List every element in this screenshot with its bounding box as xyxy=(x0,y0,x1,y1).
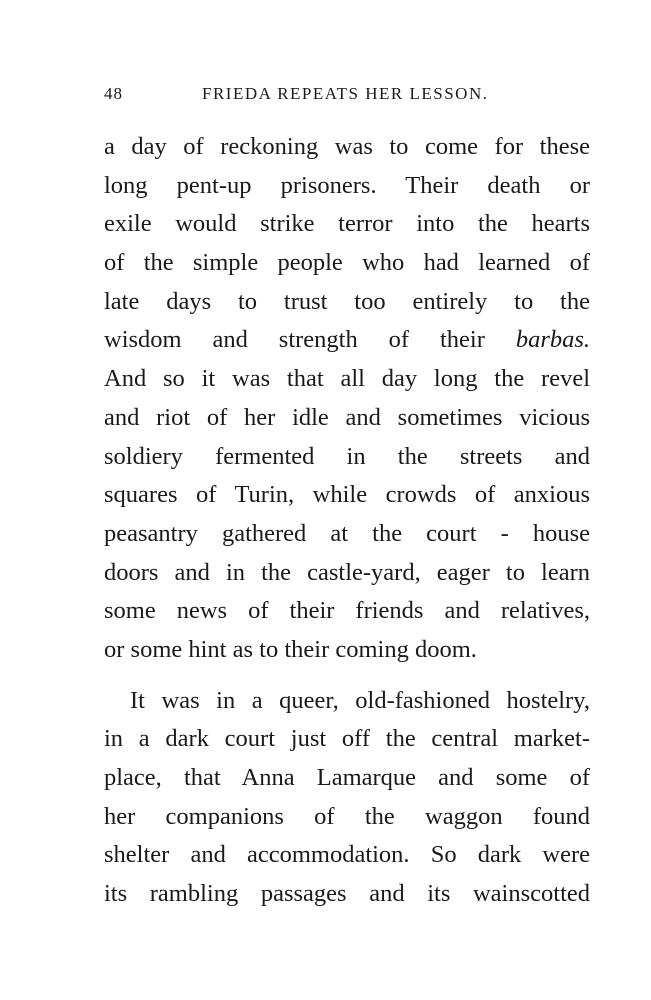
paragraph-gap xyxy=(104,670,590,682)
body-text xyxy=(104,128,590,914)
chapter-title: FRIEDA REPEATS HER LESSON. xyxy=(202,84,489,103)
text-line: doors and in the castle-yard, eager to learn xyxy=(104,558,590,586)
running-head xyxy=(104,84,588,108)
text-line: some news of their friends and relatives, xyxy=(104,597,590,625)
text-line-prefix: wisdom and strength of their xyxy=(104,326,485,354)
text-line-with-italic xyxy=(104,321,590,360)
text-line: a day of reckoning was to come for these xyxy=(104,133,590,160)
text-line: shelter and accommodation. So dark were xyxy=(104,841,590,869)
text-line: its rambling passages and its wainscotted xyxy=(104,880,590,908)
text-line: exile would strike terror into the hearts xyxy=(104,210,590,238)
text-line: late days to trust too entirely to the xyxy=(104,287,590,315)
page-number: 48 xyxy=(104,84,123,103)
text-line-indented: It was in a queer, old-fashioned hostelry, xyxy=(130,686,590,714)
italic-word: barbas. xyxy=(515,326,591,354)
text-line: in a dark court just off the central market- xyxy=(104,725,590,753)
text-line: peasantry gathered at the court - house xyxy=(104,519,590,547)
text-line: and riot of her idle and sometimes vicious xyxy=(104,403,590,431)
text-line: place, that Anna Lamarque and some of xyxy=(104,764,590,791)
text-line-last: or some hint as to their coming doom. xyxy=(104,635,477,663)
text-line: And so it was that all day long the revel xyxy=(104,365,590,393)
text-line: soldiery fermented in the streets and xyxy=(104,442,590,470)
text-line: of the simple people who had learned of xyxy=(104,249,590,277)
text-line: her companions of the waggon found xyxy=(104,802,590,830)
text-line: squares of Turin, while crowds of anxious xyxy=(104,481,590,509)
text-line: long pent-up prisoners. Their death or xyxy=(104,171,590,199)
